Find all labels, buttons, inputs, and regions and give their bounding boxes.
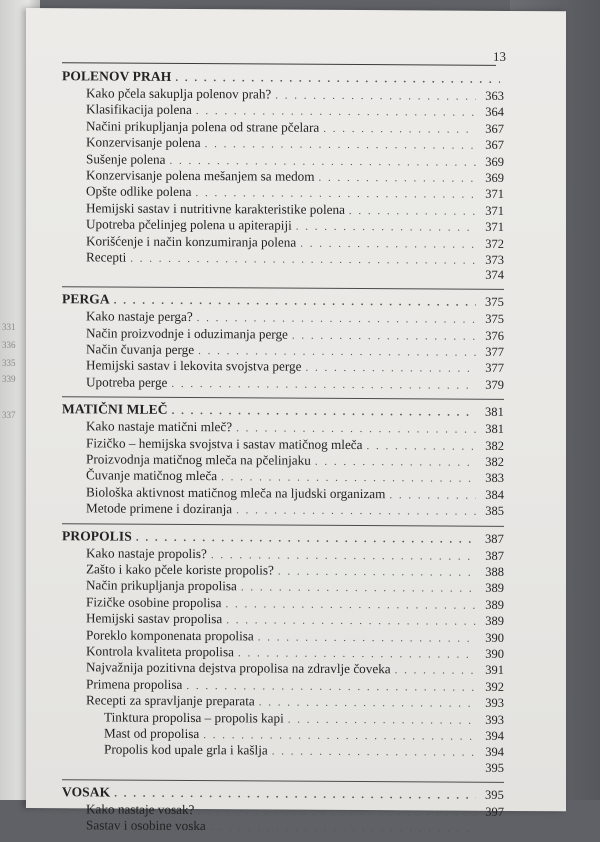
trailing-page-number: 395 xyxy=(62,758,504,776)
entry-label: Zašto i kako pčele koriste propolis? xyxy=(86,561,274,578)
section-title: PERGA xyxy=(62,292,110,308)
entry-page: 384 xyxy=(480,488,504,503)
entry-page: 397 xyxy=(480,804,504,819)
entry-label: Upotreba pčelinjeg polena u apiterapiji xyxy=(86,216,292,233)
entry-page: 367 xyxy=(480,122,504,137)
book-page xyxy=(26,8,566,811)
entry-label: Kako nastaje vosak? xyxy=(86,801,194,818)
entry-label: Način čuvanja perge xyxy=(86,341,194,358)
dot-leader xyxy=(226,614,476,628)
dot-leader xyxy=(278,566,476,579)
entry-label: Kako pčela sakuplja polenov prah? xyxy=(86,85,271,102)
entry-page: 389 xyxy=(480,598,504,613)
dot-leader xyxy=(292,329,476,342)
dot-leader xyxy=(195,187,476,201)
entry-page: 389 xyxy=(480,581,504,596)
entry-label: Kako nastaje matični mleč? xyxy=(86,419,232,436)
dot-leader xyxy=(315,456,476,469)
dot-leader xyxy=(197,312,476,326)
entry-page: 382 xyxy=(480,438,504,453)
entry-page: 371 xyxy=(480,220,504,235)
dot-leader xyxy=(275,90,476,103)
entry-page: 394 xyxy=(480,745,504,760)
dot-leader xyxy=(236,423,476,436)
dot-leader xyxy=(198,345,476,359)
dot-leader xyxy=(221,472,476,486)
dot-leader xyxy=(130,253,476,267)
margin-number: 336 xyxy=(2,340,16,350)
toc-section-vosak xyxy=(62,784,504,836)
entry-label: Konzervisanje polena xyxy=(86,135,201,152)
entry-page: 385 xyxy=(480,504,504,519)
dot-leader xyxy=(305,362,476,375)
entry-page: 390 xyxy=(480,647,504,662)
entry-label: Kako nastaje perga? xyxy=(86,309,193,326)
section-title: VOSAK xyxy=(62,784,110,800)
dot-leader xyxy=(114,787,476,801)
entry-label: Metode primene i doziranja xyxy=(86,501,232,518)
dot-leader xyxy=(205,138,476,152)
entry-label: Propolis kod upale grla i kašlja xyxy=(104,742,268,759)
entry-page: 394 xyxy=(480,729,504,744)
entry-page: 375 xyxy=(480,312,504,327)
dot-leader xyxy=(395,665,476,677)
entry-page: 377 xyxy=(480,361,504,376)
entry-label: Način proizvodnje i oduzimanja perge xyxy=(86,325,288,342)
header-rule xyxy=(62,62,496,66)
dot-leader xyxy=(238,647,476,660)
dot-leader xyxy=(296,221,476,234)
entry-page: 381 xyxy=(480,422,504,437)
trailing-page-number: 374 xyxy=(62,266,504,284)
dot-leader xyxy=(136,531,476,545)
entry-page: 391 xyxy=(480,663,504,678)
entry-label: Upotreba perge xyxy=(86,374,167,390)
page-number: 13 xyxy=(493,49,506,65)
entry-page: 376 xyxy=(480,328,504,343)
dot-leader xyxy=(171,378,476,392)
section-title: MATIČNI MLEČ xyxy=(62,401,168,418)
entry-label: Hemijski sastav i nutritivne karakteristike polena xyxy=(86,200,345,218)
dot-leader xyxy=(300,237,476,250)
dot-leader xyxy=(210,821,476,835)
dot-leader xyxy=(323,123,476,136)
entry-label: Korišćenje i način konzumiranja polena xyxy=(86,233,296,250)
dot-leader xyxy=(169,154,476,168)
dot-leader xyxy=(198,805,476,819)
dot-leader xyxy=(241,582,476,595)
entry-page: 388 xyxy=(480,565,504,580)
dot-leader xyxy=(175,72,500,86)
entry-page: 371 xyxy=(480,204,504,219)
entry-page: 379 xyxy=(480,378,504,393)
entry-label: Tinktura propolisa – propolis kapi xyxy=(104,709,284,726)
toc-section-propolis xyxy=(62,528,504,776)
entry-label: Biološka aktivnost matičnog mleča na ljudski organizam xyxy=(86,484,385,502)
entry-page: 367 xyxy=(480,138,504,153)
entry-label: Hemijski sastav propolisa xyxy=(86,611,222,628)
toc-subentry xyxy=(62,742,504,761)
entry-page: 383 xyxy=(480,471,504,486)
entry-label: Čuvanje matičnog mleča xyxy=(86,468,217,485)
dot-leader xyxy=(389,489,476,502)
toc-section-polenov-prah xyxy=(62,68,504,283)
section-page: 375 xyxy=(480,295,504,310)
dot-leader xyxy=(196,105,476,119)
dot-leader xyxy=(114,295,476,309)
margin-number: 339 xyxy=(2,374,16,384)
dot-leader xyxy=(349,205,476,218)
dot-leader xyxy=(236,504,476,517)
entry-label: Mast od propolisa xyxy=(104,725,199,742)
table-of-contents xyxy=(62,68,504,841)
dot-leader xyxy=(226,598,476,612)
dot-leader xyxy=(211,549,476,563)
dot-leader xyxy=(272,746,476,759)
section-divider xyxy=(62,779,504,783)
entry-label: Opšte odlike polena xyxy=(86,184,191,201)
entry-label: Sušenje polena xyxy=(86,151,165,167)
toc-entry xyxy=(62,500,504,519)
dot-leader xyxy=(186,680,476,694)
margin-number: 335 xyxy=(2,358,16,368)
entry-label: Konzervisanje polena mešanjem sa medom xyxy=(86,167,315,184)
entry-page: 364 xyxy=(480,105,504,120)
section-divider xyxy=(62,523,504,527)
entry-label: Hemijski sastav i lekovita svojstva perge xyxy=(86,358,301,375)
dot-leader xyxy=(367,440,476,453)
dot-leader xyxy=(203,729,476,743)
section-page: 381 xyxy=(480,405,504,420)
entry-page: 387 xyxy=(480,548,504,563)
entry-page: 369 xyxy=(480,154,504,169)
entry-page: 393 xyxy=(480,712,504,727)
toc-entry xyxy=(62,817,504,836)
section-divider xyxy=(62,396,504,400)
dot-leader xyxy=(172,405,476,419)
entry-page: 371 xyxy=(480,187,504,202)
toc-section-maticni-mlec xyxy=(62,401,504,519)
entry-label: Poreklo komponenata propolisa xyxy=(86,627,254,644)
dot-leader xyxy=(258,631,476,644)
section-title: PROPOLIS xyxy=(62,528,132,544)
entry-page: 382 xyxy=(480,455,504,470)
entry-label: Kako nastaje propolis? xyxy=(86,545,207,562)
toc-entry xyxy=(62,233,504,252)
entry-page: 392 xyxy=(480,679,504,694)
entry-label: Recepti za spravljanje preparata xyxy=(86,692,255,709)
section-title: POLENOV PRAH xyxy=(62,68,171,85)
margin-number: 337 xyxy=(2,410,16,420)
toc-section-perga xyxy=(62,292,504,394)
entry-label: Fizičko – hemijska svojstva i sastav matičnog mleča xyxy=(86,435,363,453)
entry-label: Načini prikupljanja polena od strane pčelara xyxy=(86,118,319,135)
entry-label: Primena propolisa xyxy=(86,676,182,693)
dot-leader xyxy=(259,697,476,710)
entry-page: 393 xyxy=(480,696,504,711)
entry-page: 377 xyxy=(480,345,504,360)
section-divider xyxy=(62,287,504,291)
section-page: 387 xyxy=(480,531,504,546)
entry-label: Klasifikacija polena xyxy=(86,102,192,119)
entry-page: 369 xyxy=(480,171,504,186)
entry-label: Način prikupljanja propolisa xyxy=(86,578,237,595)
dot-leader xyxy=(288,713,476,726)
toc-entry xyxy=(62,374,504,393)
entry-label: Fizičke osobine propolisa xyxy=(86,594,222,611)
margin-number: 331 xyxy=(2,322,16,332)
entry-label: Najvažnija pozitivna dejstva propolisa na zdravlje čoveka xyxy=(86,660,391,678)
entry-label: Proizvodnja matičnog mleča na pčelinjaku xyxy=(86,451,311,468)
entry-page: 372 xyxy=(480,236,504,251)
section-page: 395 xyxy=(480,787,504,802)
entry-page: 389 xyxy=(480,614,504,629)
entry-label: Recepti xyxy=(86,249,126,265)
entry-label: Kontrola kvaliteta propolisa xyxy=(86,643,234,660)
entry-page: 363 xyxy=(480,89,504,104)
entry-label: Sastav i osobine voska xyxy=(86,817,206,834)
entry-page: 390 xyxy=(480,630,504,645)
dot-leader xyxy=(319,172,476,185)
entry-page: 373 xyxy=(480,253,504,268)
